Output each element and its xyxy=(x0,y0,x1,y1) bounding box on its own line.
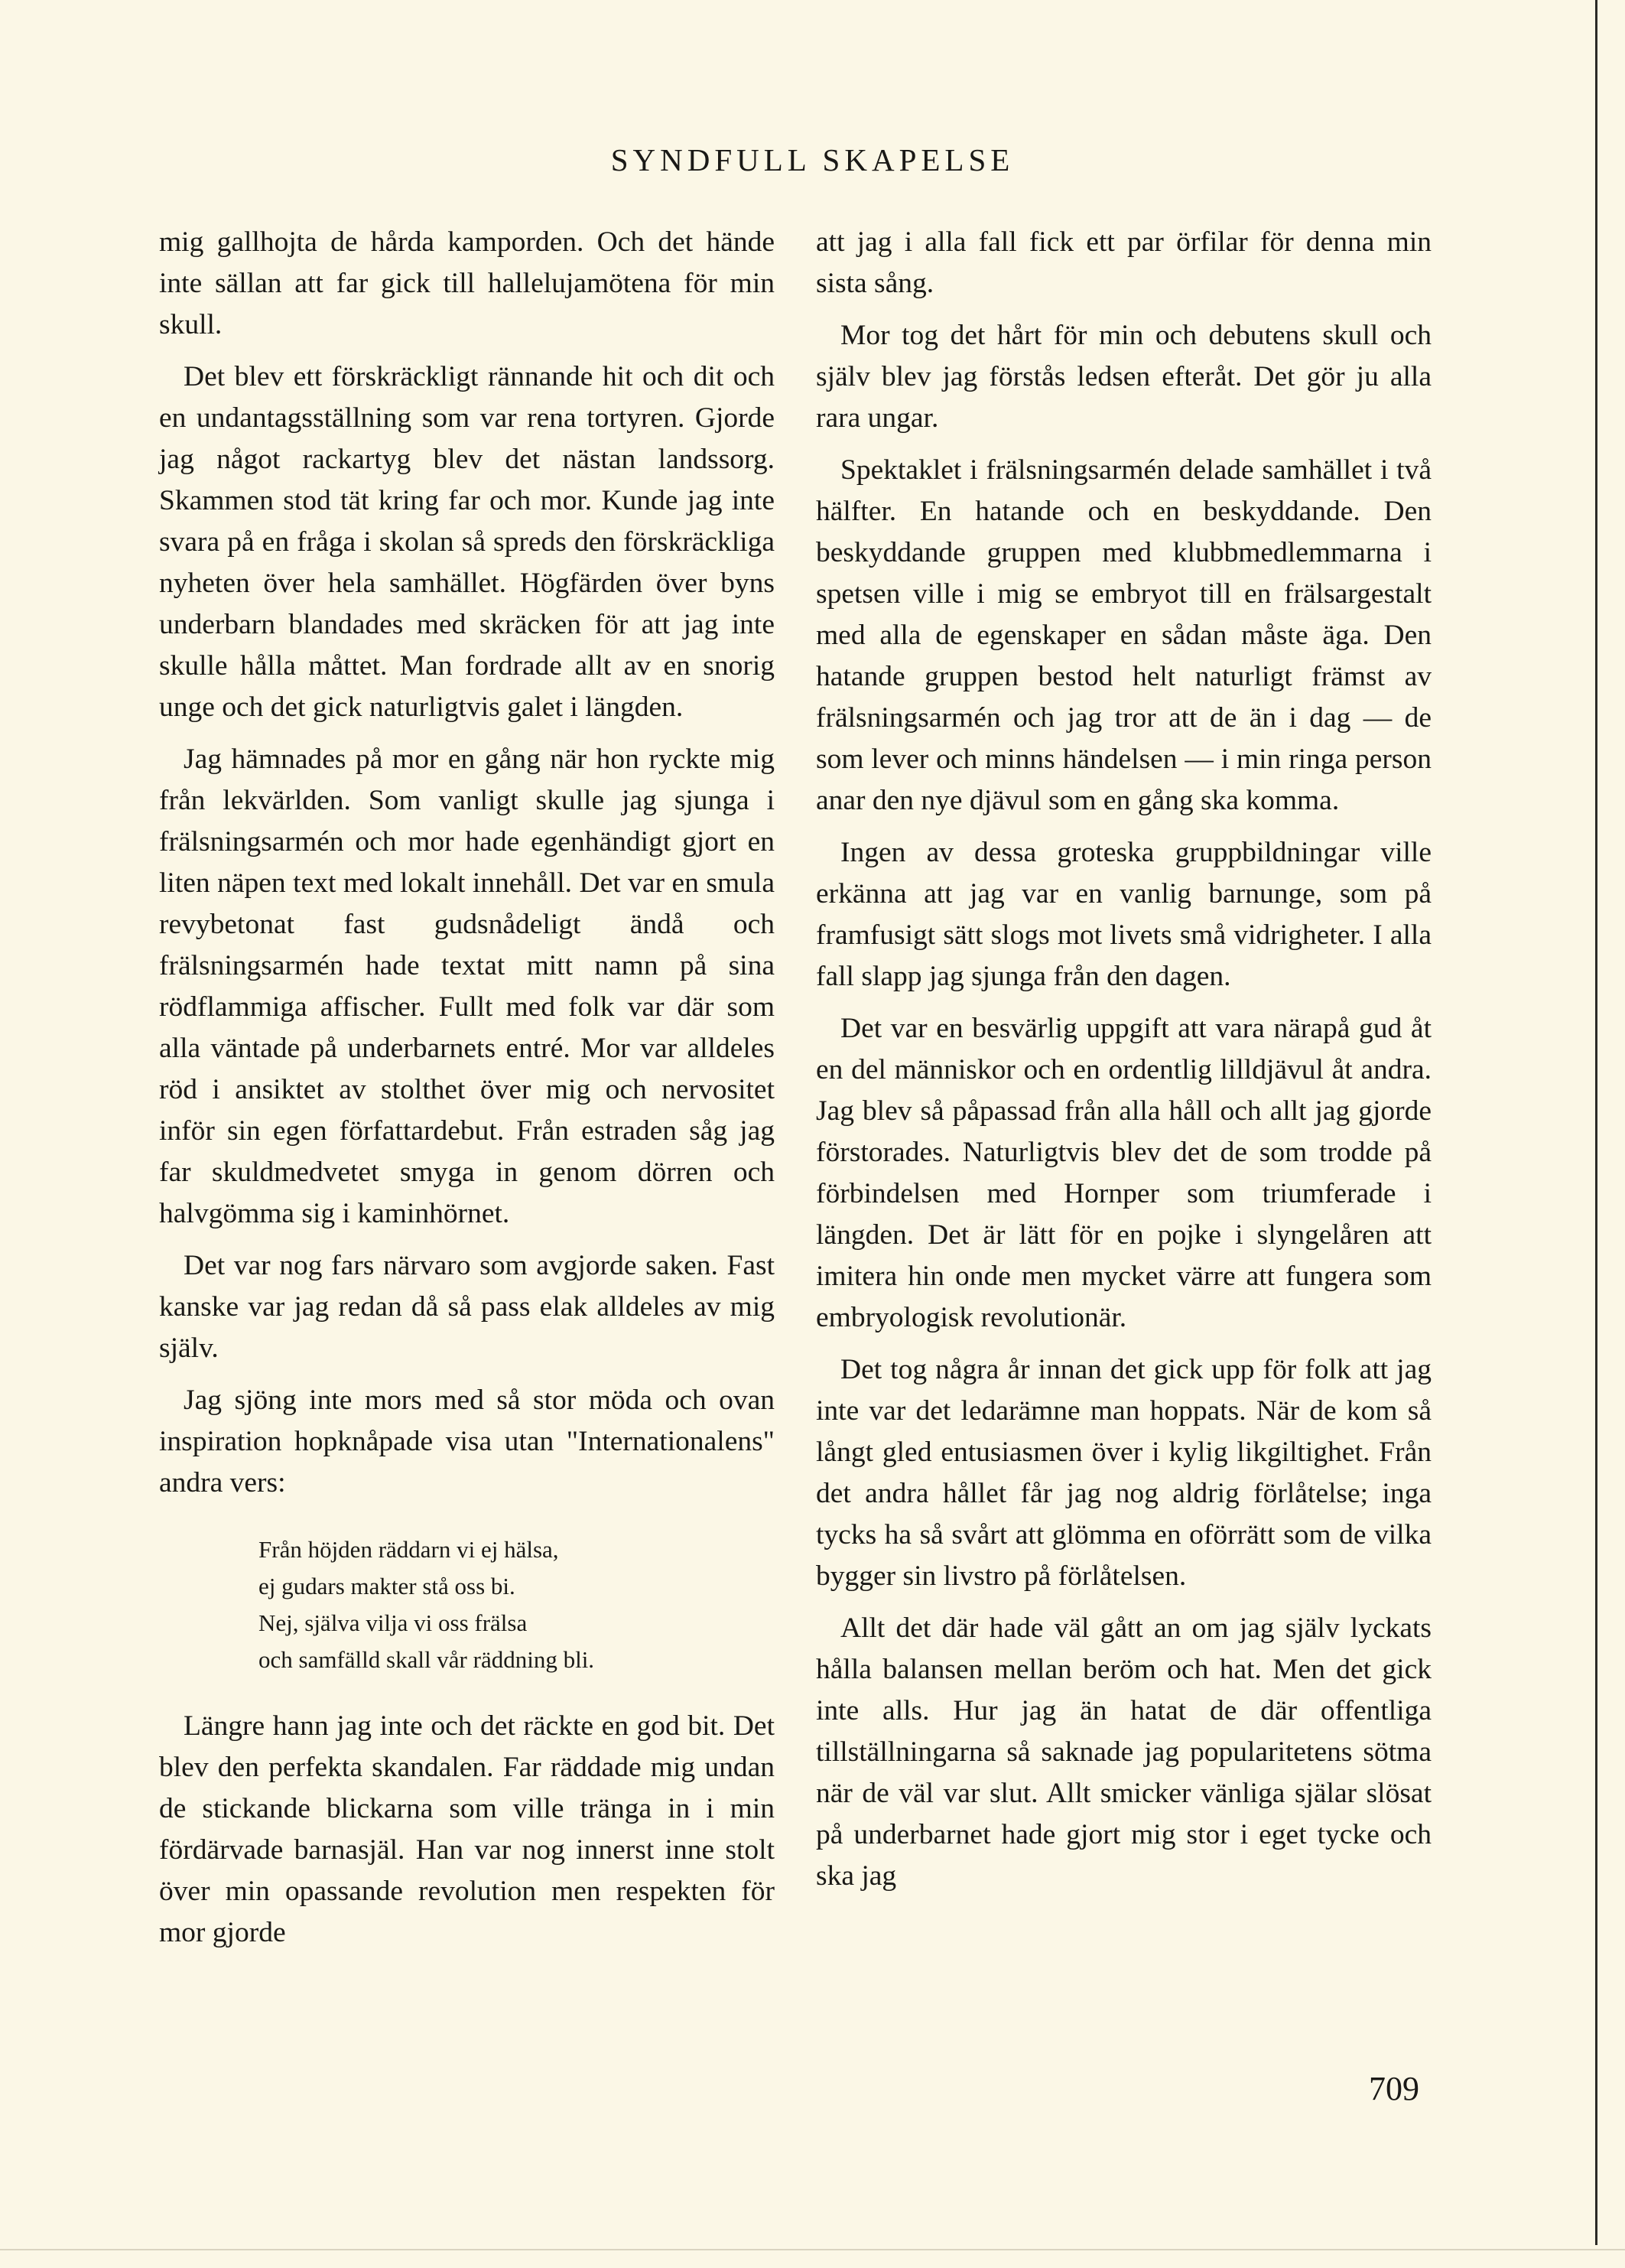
paragraph: mig gallhojta de hårda kamporden. Och det hände inte sällan att far gick till hallelujamötena för min skull. xyxy=(159,226,775,340)
paragraph: Spektaklet i frälsningsarmén delade samhället i två hälfter. En hatande och en beskyddande. Den beskyddande gruppen med klubbmedlemmarna i spetsen ville i mig se embryot till en frälsargestalt med alla de egenskaper en sådan måste äga. Den hatande gruppen bestod helt naturligt främst av frälsningsarmén och jag tror att de än i dag — de som lever och minns händelsen — i min ringa person anar den nye djävul som en gång ska komma. xyxy=(816,454,1432,816)
paragraph: Jag hämnades på mor en gång när hon ryckte mig från lekvärlden. Som vanligt skulle jag sjunga i frälsningsarmén och mor hade egenhändigt gjort en liten näpen text med lokalt innehåll. Det var en smula revybetonat fast gudsnådeligt ändå och frälsningsarmén hade textat mitt namn på sina rödflammiga affischer. Fullt med folk var där som alla väntade på underbarnets entré. Mor var alldeles röd i ansiktet av stolthet över mig och nervositet inför sin egen författardebut. Från estraden såg jag far skuldmedvetet smyga in genom dörren och halvgömma sig i kaminhörnet. xyxy=(159,744,775,1229)
paragraph: Det tog några år innan det gick upp för folk att jag inte var det ledarämne man hoppats. När de kom så långt gled entusiasmen över i kylig likgiltighet. Från det andra hållet får jag nog aldrig förlåtelse; inga tycks ha så svårt att glömma en oförrätt som de vilka bygger sin livstro på förlåtelsen. xyxy=(816,1354,1432,1592)
paragraph: Längre hann jag inte och det räckte en god bit. Det blev den perfekta skandalen. Far räddade mig undan de stickande blickarna som ville tränga in i min fördärvade barnasjäl. Han var nog innerst inne stolt över min opassande revolution men respekten för mor gjorde xyxy=(159,1710,775,1948)
paragraph: att jag i alla fall fick ett par örfilar för denna min sista sång. xyxy=(816,226,1432,299)
poem-stanza xyxy=(258,1531,775,1678)
paragraph: Mor tog det hårt för min och debutens skull och själv blev jag förstås ledsen efteråt. Det gör ju alla rara ungar. xyxy=(816,320,1432,434)
bottom-edge xyxy=(0,2249,1625,2250)
paragraph: Det var nog fars närvaro som avgjorde saken. Fast kanske var jag redan då så pass elak alldeles av mig själv. xyxy=(159,1250,775,1364)
right-column xyxy=(816,222,1432,1908)
paragraph: Det var en besvärlig uppgift att vara närapå gud åt en del människor och en ordentlig lilldjävul åt andra. Jag blev så påpassad från alla håll och allt jag gjorde förstorades. Naturligtvis blev det de som trodde på förbindelsen med Hornper som triumferade i längden. Det är lätt för en pojke i slyngelåren att imitera hin onde men mycket värre att fungera som embryologisk revolutionär. xyxy=(816,1013,1432,1333)
poem-line: Från höjden räddarn vi ej hälsa, xyxy=(258,1536,559,1563)
poem-line: och samfälld skall vår räddning bli. xyxy=(258,1646,595,1673)
paragraph: Jag sjöng inte mors med så stor möda och ovan inspiration hopknåpade visa utan "Internationalens" andra vers: xyxy=(159,1385,775,1498)
running-header: SYNDFULL SKAPELSE xyxy=(610,142,1015,177)
page-number: 709 xyxy=(1369,2070,1419,2107)
paragraph: Det blev ett förskräckligt rännande hit och dit och en undantagsställning som var rena tortyren. Gjorde jag något rackartyg blev det nästan landssorg. Skammen stod tät kring far och mor. Kunde jag inte svara på en fråga i skolan så spreds den förskräckliga nyheten över hela samhället. Högfärden över byns underbarn blandades med skräcken för att jag inte skulle hålla måttet. Man fordrade allt av en snorig unge och det gick naturligtvis galet i längden. xyxy=(159,361,775,723)
paragraph: Ingen av dessa groteska gruppbildningar ville erkänna att jag var en vanlig barnunge, som på framfusigt sätt slogs mot livets små vidrigheter. I alla fall slapp jag sjunga från den dagen. xyxy=(816,837,1432,992)
poem-line: Nej, själva vilja vi oss frälsa xyxy=(258,1609,528,1636)
paragraph: Allt det där hade väl gått an om jag själv lyckats hålla balansen mellan beröm och hat. Men det gick inte alls. Hur jag än hatat de där offentliga tillställningarna så saknade jag popularitetens sötma när de väl var slut. Allt smicker vänliga själar slösat på underbarnet hade gjort mig stor i eget tycke och ska jag xyxy=(816,1612,1432,1892)
poem-line: ej gudars makter stå oss bi. xyxy=(258,1573,515,1599)
right-edge-rule xyxy=(1595,0,1597,2245)
left-column xyxy=(159,222,775,1964)
